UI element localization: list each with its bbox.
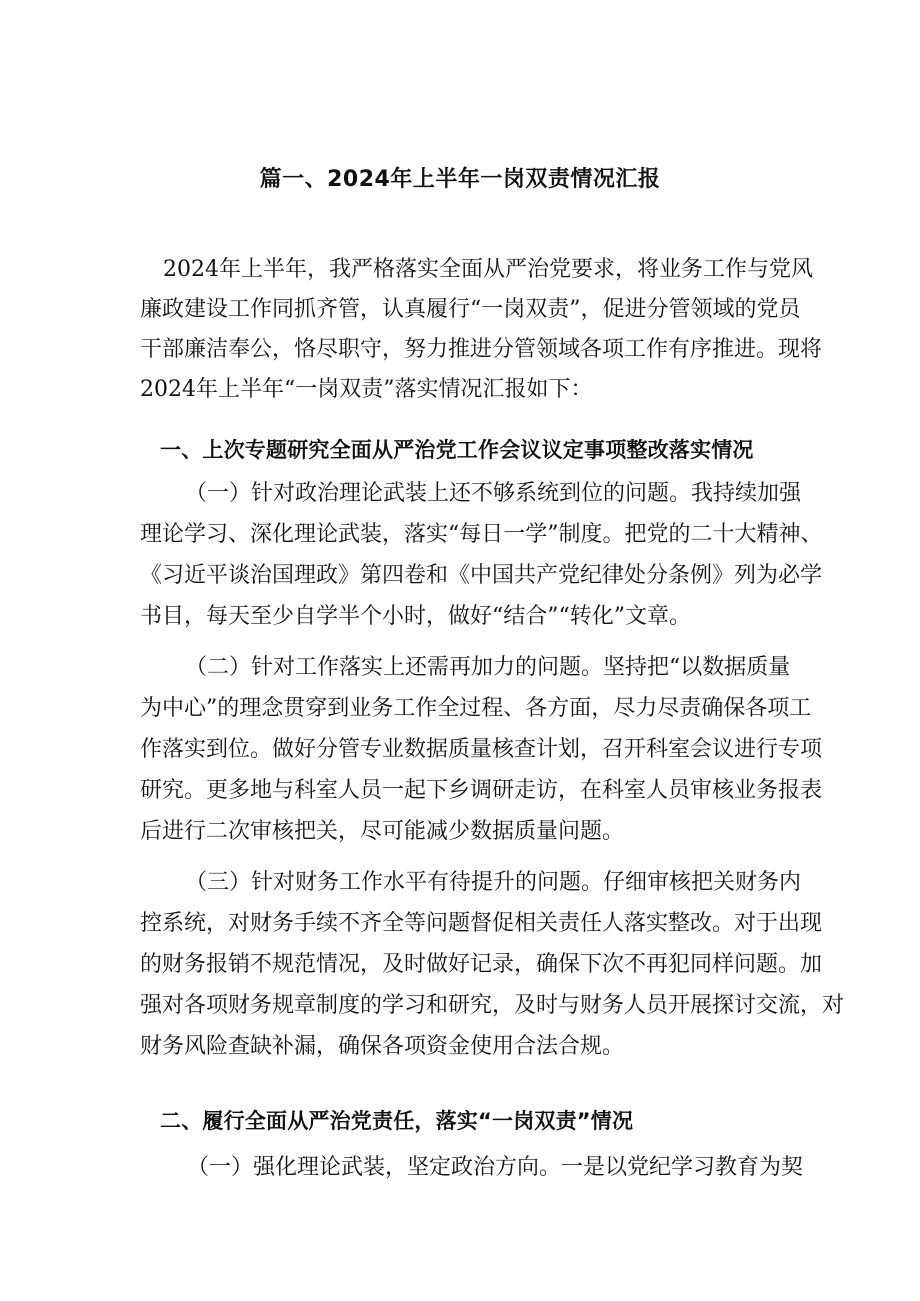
paragraph-line: 《习近平谈治国理政》第四卷和《中国共产党纪律处分条例》列为必学 xyxy=(140,563,823,588)
paragraph-line: 廉政建设工作同抓齐管，认真履行“一岗双责”，促进分管领域的党员 xyxy=(140,297,801,322)
paragraph-line: （一）针对政治理论武装上还不够系统到位的问题。我持续加强 xyxy=(185,481,802,506)
section-heading: 一、上次专题研究全面从严治党工作会议议定事项整改落实情况 xyxy=(160,438,754,462)
paragraph-line: 财务风险查缺补漏，确保各项资金使用合法合规。 xyxy=(140,1034,625,1059)
paragraph-line: 研究。更多地与科室人员一起下乡调研走访，在科室人员审核业务报表 xyxy=(140,778,823,803)
paragraph-line: 控系统，对财务手续不齐全等问题督促相关责任人落实整改。对于出现 xyxy=(140,911,823,936)
paragraph-line: 2024年上半年，我严格落实全面从严治党要求，将业务工作与党风 xyxy=(163,257,813,282)
document-title: 篇一、2024年上半年一岗双责情况汇报 xyxy=(259,167,661,192)
paragraph-line: 干部廉洁奉公，恪尽职守，努力推进分管领域各项工作有序推进。现将 xyxy=(140,337,823,362)
paragraph-line: 为中心”的理念贯穿到业务工作全过程、各方面，尽力尽责确保各项工 xyxy=(140,696,812,721)
paragraph-line: 后进行二次审核把关，尽可能减少数据质量问题。 xyxy=(140,819,625,844)
paragraph-line: 2024年上半年“一岗双责”落实情况汇报如下： xyxy=(140,377,593,402)
paragraph-line: 作落实到位。做好分管专业数据质量核查计划，召开科室会议进行专项 xyxy=(140,737,823,762)
paragraph-line: （二）针对工作落实上还需再加力的问题。坚持把“以数据质量 xyxy=(185,655,791,680)
paragraph-line: （三）针对财务工作水平有待提升的问题。仔细审核把关财务内 xyxy=(185,870,802,895)
paragraph-line: 强对各项财务规章制度的学习和研究，及时与财务人员开展探讨交流，对 xyxy=(140,993,845,1018)
paragraph-line: 的财务报销不规范情况，及时做好记录，确保下次不再犯同样问题。加 xyxy=(140,952,823,977)
paragraph-line: 书目，每天至少自学半个小时，做好“结合”“转化”文章。 xyxy=(140,604,691,629)
paragraph-line: 理论学习、深化理论武装，落实“每日一学”制度。把党的二十大精神、 xyxy=(140,522,823,547)
section-heading: 二、履行全面从严治党责任，落实“一岗双责”情况 xyxy=(160,1109,634,1133)
paragraph-line: （一）强化理论武装，坚定政治方向。一是以党纪学习教育为契 xyxy=(187,1155,804,1180)
